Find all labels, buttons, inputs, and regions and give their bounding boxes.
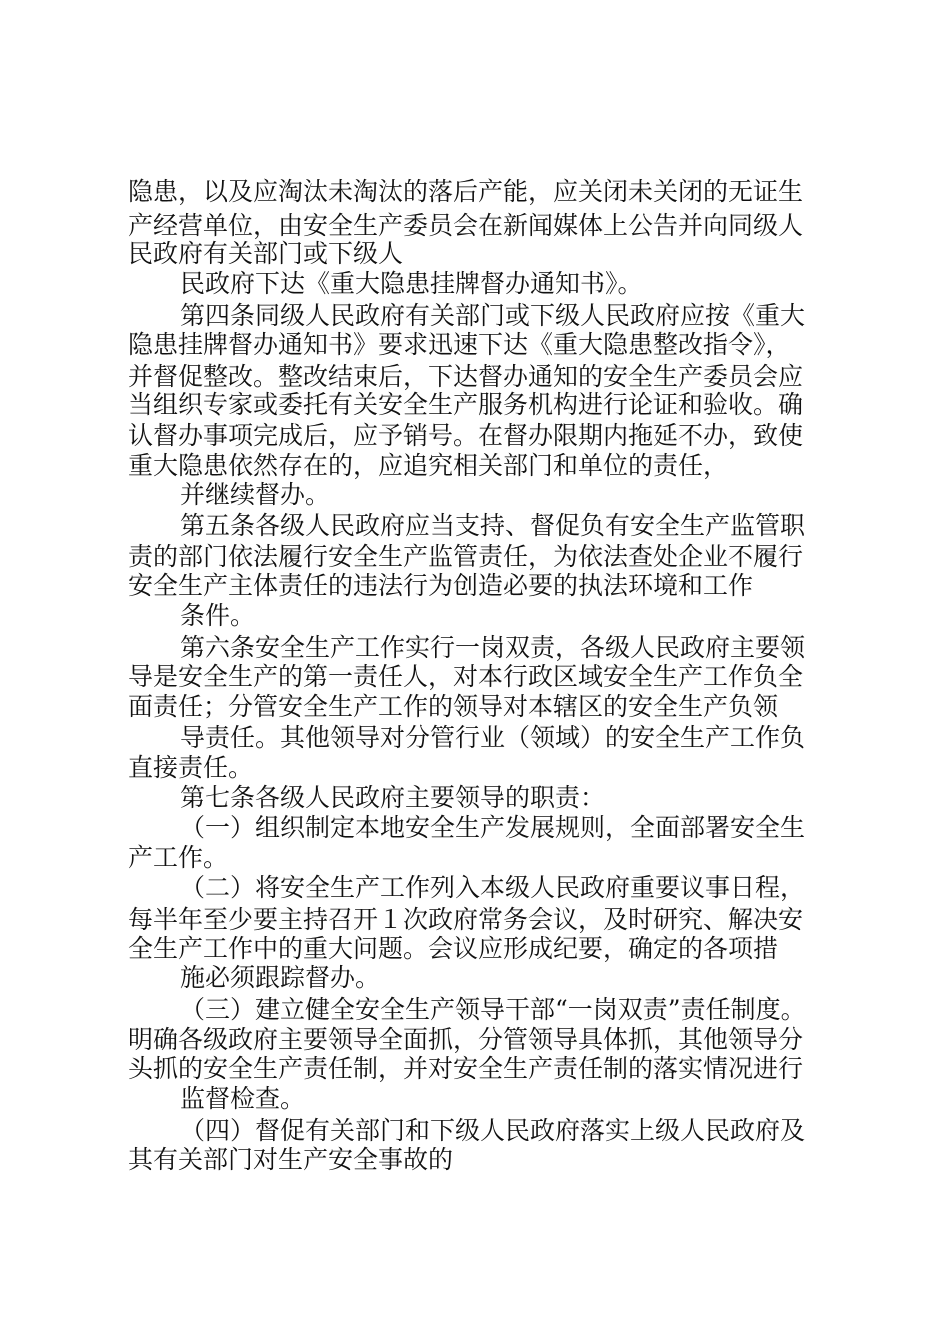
text-line: 面责任；分管安全生产工作的领导对本辖区的安全生产负领 — [128, 692, 779, 721]
text-line: 施必须跟踪督办。 — [180, 963, 381, 992]
text-line: 其有关部门对生产安全事故的 — [128, 1145, 454, 1174]
text-line: 重大隐患依然存在的，应追究相关部门和单位的责任， — [128, 451, 729, 480]
text-line: 隐患挂牌督办通知书》要求迅速下达《重大隐患整改指令》， — [128, 330, 791, 359]
text-line: 民政府下达《重大隐患挂牌督办通知书》。 — [180, 269, 643, 298]
text-line: 隐患，以及应淘汰未淘汰的落后产能，应关闭未关闭的无证生 — [128, 177, 804, 206]
text-line: 导是安全生产的第一责任人，对本行政区域安全生产工作负全 — [128, 662, 804, 691]
text-line: 全生产工作中的重大问题。会议应形成纪要，确定的各项措 — [128, 934, 779, 963]
text-line: 民政府有关部门或下级人 — [128, 239, 404, 268]
text-line: 导责任。其他领导对分管行业（领域）的安全生产工作负 — [180, 723, 806, 752]
text-line: （四）督促有关部门和下级人民政府落实上级人民政府及 — [180, 1116, 806, 1145]
text-line: 直接责任。 — [128, 753, 254, 782]
text-line: 并继续督办。 — [180, 480, 331, 509]
text-line: （一）组织制定本地安全生产发展规则，全面部署安全生 — [180, 813, 806, 842]
text-line: 第七条各级人民政府主要领导的职责： — [180, 783, 606, 812]
text-line: 第五条各级人民政府应当支持、督促负有安全生产监管职 — [180, 511, 806, 540]
text-line: 责的部门依法履行安全生产监管责任，为依法查处企业不履行 — [128, 542, 804, 571]
text-line: 头抓的安全生产责任制，并对安全生产责任制的落实情况进行 — [128, 1054, 804, 1083]
text-line: 并督促整改。整改结束后，下达督办通知的安全生产委员会应 — [128, 362, 804, 391]
text-line: （二）将安全生产工作列入本级人民政府重要议事日程， — [180, 873, 806, 902]
text-line: 认督办事项完成后，应予销号。在督办限期内拖延不办，致使 — [128, 421, 804, 450]
text-line: 产经营单位，由安全生产委员会在新闻媒体上公告并向同级人 — [128, 211, 804, 240]
text-line: （三）建立健全安全生产领导干部“一岗双责”责任制度。 — [180, 995, 806, 1024]
text-line: 第四条同级人民政府有关部门或下级人民政府应按《重大 — [180, 301, 806, 330]
text-line: 条件。 — [180, 601, 256, 630]
text-line: 安全生产主体责任的违法行为创造必要的执法环境和工作 — [128, 571, 754, 600]
text-line: 监督检查。 — [180, 1084, 306, 1113]
text-line: 每半年至少要主持召开１次政府常务会议，及时研究、解决安 — [128, 905, 804, 934]
text-line: 当组织专家或委托有关安全生产服务机构进行论证和验收。确 — [128, 390, 804, 419]
text-line: 产工作。 — [128, 843, 229, 872]
text-line: 第六条安全生产工作实行一岗双责，各级人民政府主要领 — [180, 633, 806, 662]
text-line: 明确各级政府主要领导全面抓，分管领导具体抓，其他领导分 — [128, 1025, 804, 1054]
